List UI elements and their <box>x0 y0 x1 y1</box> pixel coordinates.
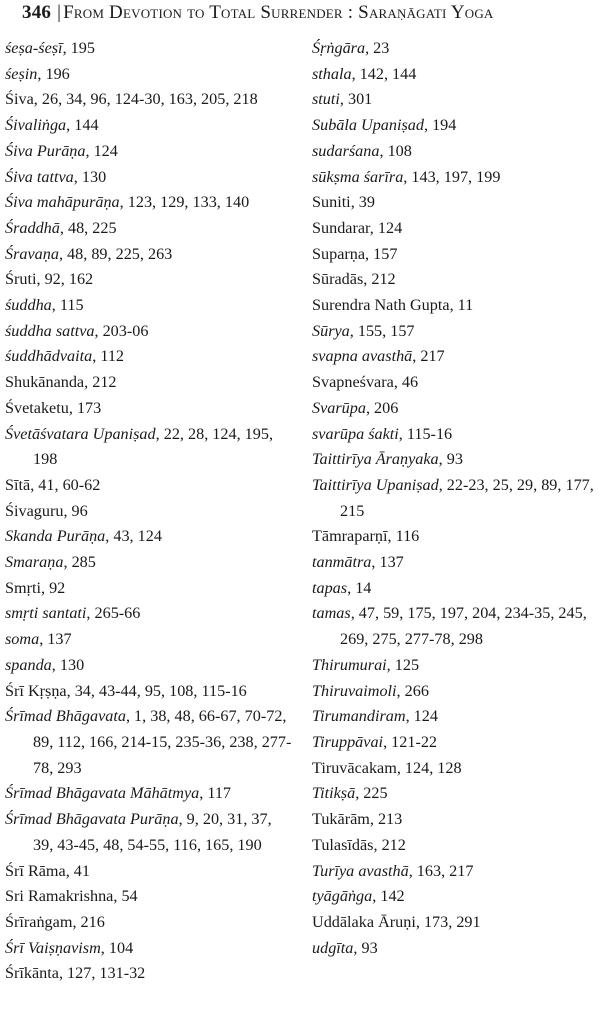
index-term: Tukārām <box>312 810 370 829</box>
page-references: , 124 <box>85 141 118 160</box>
index-entry <box>5 370 295 396</box>
index-entry <box>312 833 597 859</box>
index-entry <box>5 653 295 679</box>
index-term: Taittirīya Upaniṣad <box>312 475 439 494</box>
page-references: , 26, 34, 96, 124-30, 163, 205, 218 <box>33 90 258 109</box>
page-references: , 1, 38, 48, 66-67, 70-72, 89, 112, 166, 214-15, 235-36, 238, 277-78, 293 <box>33 707 292 777</box>
page-references: , 121-22 <box>383 732 438 751</box>
index-column-left <box>5 36 295 987</box>
index-entry <box>5 319 295 345</box>
index-entry <box>312 781 597 807</box>
index-entry <box>312 473 597 524</box>
index-term: stuti <box>312 90 340 109</box>
index-entry <box>5 550 295 576</box>
page-references: , 212 <box>373 835 406 854</box>
page-references: , 206 <box>365 398 399 417</box>
page-references: , 46 <box>393 373 419 392</box>
index-entry <box>5 859 295 885</box>
index-term: Tiruppāvai <box>312 732 384 751</box>
index-term: Thirumurai <box>312 655 387 674</box>
index-term: Svapneśvara <box>312 373 394 392</box>
index-entry <box>5 87 295 113</box>
index-entry <box>5 524 295 550</box>
index-term: Śvetāśvatara Upaniṣad <box>5 424 156 443</box>
index-term: Śravaṇa <box>5 244 59 263</box>
index-entry <box>312 293 597 319</box>
index-entry <box>5 704 295 781</box>
page-references: , 108 <box>379 141 412 160</box>
index-term: Shukānanda <box>5 373 85 392</box>
index-entry <box>312 884 597 910</box>
index-entry <box>312 216 597 242</box>
page-references: , 142 <box>372 887 405 906</box>
index-term: Svarūpa <box>312 398 366 417</box>
page-references: , 143, 197, 199 <box>403 167 501 186</box>
index-term: soma <box>5 630 40 649</box>
index-term: śeṣa-śeṣī <box>5 39 63 57</box>
page-number: 346 <box>22 2 52 23</box>
page-references: , 285 <box>63 553 96 572</box>
index-entry <box>5 807 295 858</box>
page-references: , 39 <box>350 193 375 212</box>
index-term: sthala <box>312 64 352 83</box>
page-references: , 173, 291 <box>415 912 481 931</box>
page-references: , 144 <box>66 116 99 135</box>
index-term: Śvetaketu <box>5 398 69 417</box>
index-entry <box>312 756 597 782</box>
page-references: , 41 <box>65 861 90 880</box>
index-entry <box>312 319 597 345</box>
index-entry <box>312 267 597 293</box>
page-references: , 225 <box>355 784 388 803</box>
page-references: , 11 <box>449 296 474 315</box>
page-references: , 124 <box>405 707 438 726</box>
index-entry <box>312 422 597 448</box>
index-term: Śrīmad Bhāgavata Māhātmya <box>5 784 200 803</box>
index-term: Tulasīdās <box>312 835 374 854</box>
index-entry <box>5 190 295 216</box>
page-references: , 22-23, 25, 29, 89, 177, 215 <box>340 475 594 520</box>
index-entry <box>5 113 295 139</box>
index-entry <box>5 396 295 422</box>
index-term: Śrīmad Bhāgavata Purāṇa <box>5 810 179 829</box>
page-references: , 130 <box>73 167 107 186</box>
page-references: , 92 <box>40 578 66 597</box>
page-references: , 104 <box>100 938 134 957</box>
index-entry <box>5 499 295 525</box>
index-entry <box>312 242 597 268</box>
index-term: svapna avasthā <box>312 347 413 366</box>
page-references: , 124 <box>369 218 403 237</box>
index-entry <box>312 807 597 833</box>
page-references: , 93 <box>353 938 378 957</box>
index-entry <box>312 550 597 576</box>
page-references: , 196 <box>37 64 70 83</box>
index-term: Turīya avasthā <box>312 861 409 880</box>
page-references: , 48, 225 <box>59 218 117 237</box>
index-term: spanda <box>5 655 52 674</box>
page-references: , 96 <box>63 501 88 520</box>
index-entry <box>312 113 597 139</box>
index-term: Smaraṇa <box>5 553 64 572</box>
page-references: , 54 <box>113 887 138 906</box>
page-references: , 217 <box>412 347 445 366</box>
index-entry <box>312 936 597 962</box>
page-references: , 194 <box>423 116 457 135</box>
index-term: Sītā <box>5 475 31 494</box>
index-term: Suniti <box>312 193 351 212</box>
index-term: tyāgāṅga <box>312 887 373 906</box>
index-entry <box>312 370 597 396</box>
page-references: , 115 <box>51 296 84 315</box>
running-title: From Devotion to Total Surrender : Saraṇāgati Yoga <box>63 2 494 23</box>
page-references: , 137 <box>39 630 72 649</box>
page-references: , 155, 157 <box>349 321 415 340</box>
page-references: , 301 <box>339 90 373 109</box>
index-term: Tāmraparṇī <box>312 527 388 546</box>
index-term: Śivaguru <box>5 501 64 520</box>
index-entry <box>5 936 295 962</box>
index-entry <box>5 216 295 242</box>
page-references: , 265-66 <box>86 604 141 623</box>
page-references: , 213 <box>369 810 403 829</box>
index-term: sūkṣma śarīra <box>312 167 404 186</box>
page-references: , 212 <box>363 270 396 289</box>
index-term: svarūpa śakti <box>312 424 399 443</box>
index-entry <box>5 242 295 268</box>
index-term: Śrīkānta <box>5 964 59 983</box>
index-entry <box>312 62 597 88</box>
page-references: , 112 <box>92 347 125 366</box>
index-term: Śṛṅgāra <box>312 39 366 57</box>
index-entry <box>312 139 597 165</box>
index-term: Tiruvācakam <box>312 758 397 777</box>
index-term: Titikṣā <box>312 784 356 803</box>
page-references: , 203-06 <box>94 321 149 340</box>
page-references: , 115-16 <box>398 424 453 443</box>
index-entry <box>312 447 597 473</box>
index-term: Sundarar <box>312 218 370 237</box>
page-references: , 142, 144 <box>351 64 417 83</box>
page-references: , 157 <box>365 244 398 263</box>
index-term: Tirumandiram <box>312 707 406 726</box>
index-term: Śrīmad Bhāgavata <box>5 707 126 726</box>
index-entry <box>312 653 597 679</box>
index-entry <box>312 396 597 422</box>
index-entry <box>5 165 295 191</box>
index-term: sudarśana <box>312 141 380 160</box>
page-references: , 123, 129, 133, 140 <box>119 193 250 212</box>
index-entry <box>5 627 295 653</box>
index-term: Thiruvaimoli <box>312 681 397 700</box>
page-references: , 125 <box>386 655 420 674</box>
index-entry <box>312 87 597 113</box>
index-term: Surendra Nath Gupta <box>312 296 450 315</box>
index-entry <box>5 576 295 602</box>
page-references: , 163, 217 <box>408 861 474 880</box>
index-column-right <box>312 36 597 961</box>
index-term: Śruti <box>5 270 37 289</box>
index-term: śuddhādvaita <box>5 347 93 366</box>
index-entry <box>312 859 597 885</box>
page-references: , 34, 43-44, 95, 108, 115-16 <box>66 681 247 700</box>
page-references: , 43, 124 <box>105 527 162 546</box>
page-references: , 124, 128 <box>396 758 462 777</box>
index-term: udgīta <box>312 938 354 957</box>
index-entry <box>5 473 295 499</box>
index-entry <box>5 601 295 627</box>
index-term: Śiva tattva <box>5 167 74 186</box>
page-references: , 266 <box>396 681 429 700</box>
index-term: Śiva Purāṇa <box>5 141 86 160</box>
page-references: , 137 <box>371 553 404 572</box>
index-entry <box>5 422 295 473</box>
index-term: tapas <box>312 578 348 597</box>
index-term: Śrī Kṛṣṇa <box>5 681 67 700</box>
index-entry <box>5 293 295 319</box>
index-term: Śraddhā <box>5 218 60 237</box>
index-entry <box>312 601 597 652</box>
index-term: Subāla Upaniṣad <box>312 116 424 135</box>
index-term: Suparṇa <box>312 244 366 263</box>
index-entry <box>312 910 597 936</box>
page-references: , 93 <box>438 450 463 469</box>
index-term: Śiva <box>5 90 34 109</box>
index-entry <box>312 679 597 705</box>
page-references: , 173 <box>68 398 102 417</box>
index-entry <box>5 344 295 370</box>
page-references: , 130 <box>51 655 85 674</box>
index-entry <box>312 704 597 730</box>
index-entry <box>312 344 597 370</box>
index-term: Sri Ramakrishna <box>5 887 114 906</box>
index-entry <box>5 781 295 807</box>
index-term: Śrīraṅgam <box>5 912 73 931</box>
index-term: Sūrya <box>312 321 350 340</box>
index-term: smṛti santati <box>5 604 87 623</box>
index-term: Śivaliṅga <box>5 116 67 135</box>
index-entry <box>312 36 597 62</box>
index-entry <box>312 576 597 602</box>
page-references: , 48, 89, 225, 263 <box>58 244 173 263</box>
page-references: , 41, 60-62 <box>30 475 101 494</box>
page-references: , 14 <box>347 578 372 597</box>
index-entry <box>312 190 597 216</box>
index-term: tanmātra <box>312 553 372 572</box>
page-references: , 127, 131-32 <box>58 964 146 983</box>
header-separator: | <box>57 2 62 23</box>
page-references: , 23 <box>365 39 390 57</box>
page-references: , 216 <box>72 912 105 931</box>
index-entry <box>5 961 295 987</box>
page-references: , 47, 59, 175, 197, 204, 234-35, 245, 269, 275, 277-78, 298 <box>340 604 587 649</box>
index-entry <box>312 165 597 191</box>
index-term: Uddālaka Āruṇi <box>312 912 416 931</box>
page-references: , 212 <box>84 373 117 392</box>
index-term: śeṣin <box>5 64 38 83</box>
page-references: , 9, 20, 31, 37, 39, 43-45, 48, 54-55, 116, 165, 190 <box>33 810 272 854</box>
index-entry <box>5 884 295 910</box>
index-entry <box>5 910 295 936</box>
page-references: , 195 <box>62 39 95 57</box>
index-term: tamas <box>312 604 351 623</box>
page-references: , 92, 162 <box>36 270 94 289</box>
page-references: , 116 <box>387 527 420 546</box>
index-term: Skanda Purāṇa <box>5 527 106 546</box>
index-entry <box>312 730 597 756</box>
index-term: Śrī Rāma <box>5 861 66 880</box>
index-term: śuddha <box>5 296 52 315</box>
index-term: Sūradās <box>312 270 364 289</box>
index-term: Śrī Vaiṣṇavism <box>5 938 101 957</box>
page-references: , 117 <box>199 784 232 803</box>
index-entry <box>5 62 295 88</box>
page-references: , 22, 28, 124, 195, 198 <box>33 424 273 469</box>
index-entry <box>5 36 295 62</box>
index-term: Smṛti <box>5 578 41 597</box>
index-entry <box>5 679 295 705</box>
index-entry <box>5 139 295 165</box>
index-entry <box>312 524 597 550</box>
index-entry <box>5 267 295 293</box>
index-term: śuddha sattva <box>5 321 95 340</box>
index-term: Śiva mahāpurāṇa <box>5 193 120 212</box>
running-header <box>22 2 592 28</box>
index-term: Taittirīya Āraṇyaka <box>312 450 439 469</box>
